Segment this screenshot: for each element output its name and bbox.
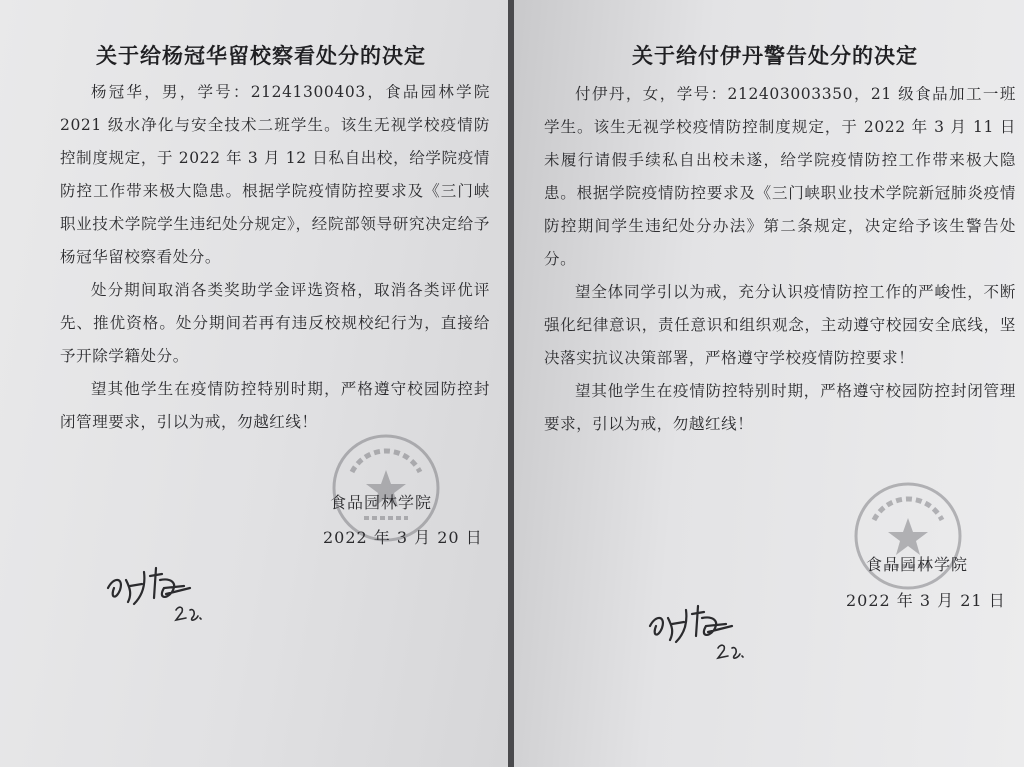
right-handwritten-signature — [642, 596, 752, 686]
left-paragraph-2: 处分期间取消各类奖助学金评选资格，取消各类评优评先、推优资格。处分期间若再有违反校规校纪行为，直接给予开除学籍处分。 — [60, 281, 490, 365]
left-paragraph-1: 杨冠华，男，学号：21241300403，食品园林学院 2021 级水净化与安全技术二班学生。该生无视学校疫情防控制度规定，于 2022 年 3 月 12 日私自出校，给学院疫情防控工作带来极大隐患。根据学院疫情防控要求及《三门峡职业技术学院学生违纪处分规定》，经院部领导研究决定给予杨冠华留校察看处分。 — [60, 83, 490, 266]
right-issuing-unit: 食品园林学院 — [866, 555, 969, 574]
left-notice-title: 关于给杨冠华留校察看处分的决定 — [96, 44, 426, 68]
right-notice-title: 关于给付伊丹警告处分的决定 — [632, 44, 918, 68]
right-notice-sheet — [514, 0, 1024, 767]
right-issue-date: 2022 年 3 月 21 日 — [846, 591, 1006, 610]
left-issuing-unit: 食品园林学院 — [330, 493, 433, 512]
right-paragraph-1: 付伊丹，女，学号：212403003350，21 级食品加工一班学生。该生无视学校疫情防控制度规定，于 2022 年 3 月 11 日未履行请假手续私自出校未遂，给学院疫情防控工作带来极大隐患。根据学院疫情防控要求及《三门峡职业技术学院新冠肺炎疫情防控期间学生违纪处分办法》第二条规定，决定给予该生警告处分。 — [544, 85, 1016, 268]
left-notice-sheet — [0, 0, 508, 767]
left-notice-body — [60, 76, 490, 439]
right-official-seal-icon — [852, 480, 964, 592]
right-notice-body — [544, 78, 1016, 441]
left-paragraph-3: 望其他学生在疫情防控特别时期，严格遵守校园防控封闭管理要求，引以为戒，勿越红线！ — [60, 380, 490, 431]
left-issue-date: 2022 年 3 月 20 日 — [323, 528, 483, 547]
left-handwritten-signature — [100, 558, 210, 648]
right-paragraph-2: 望全体同学引以为戒，充分认识疫情防控工作的严峻性，不断强化纪律意识，责任意识和组织观念，主动遵守校园安全底线，坚决落实抗议决策部署，严格遵守学校疫情防控要求！ — [544, 283, 1016, 367]
right-paragraph-3: 望其他学生在疫情防控特别时期，严格遵守校园防控封闭管理要求，引以为戒，勿越红线！ — [544, 382, 1016, 433]
